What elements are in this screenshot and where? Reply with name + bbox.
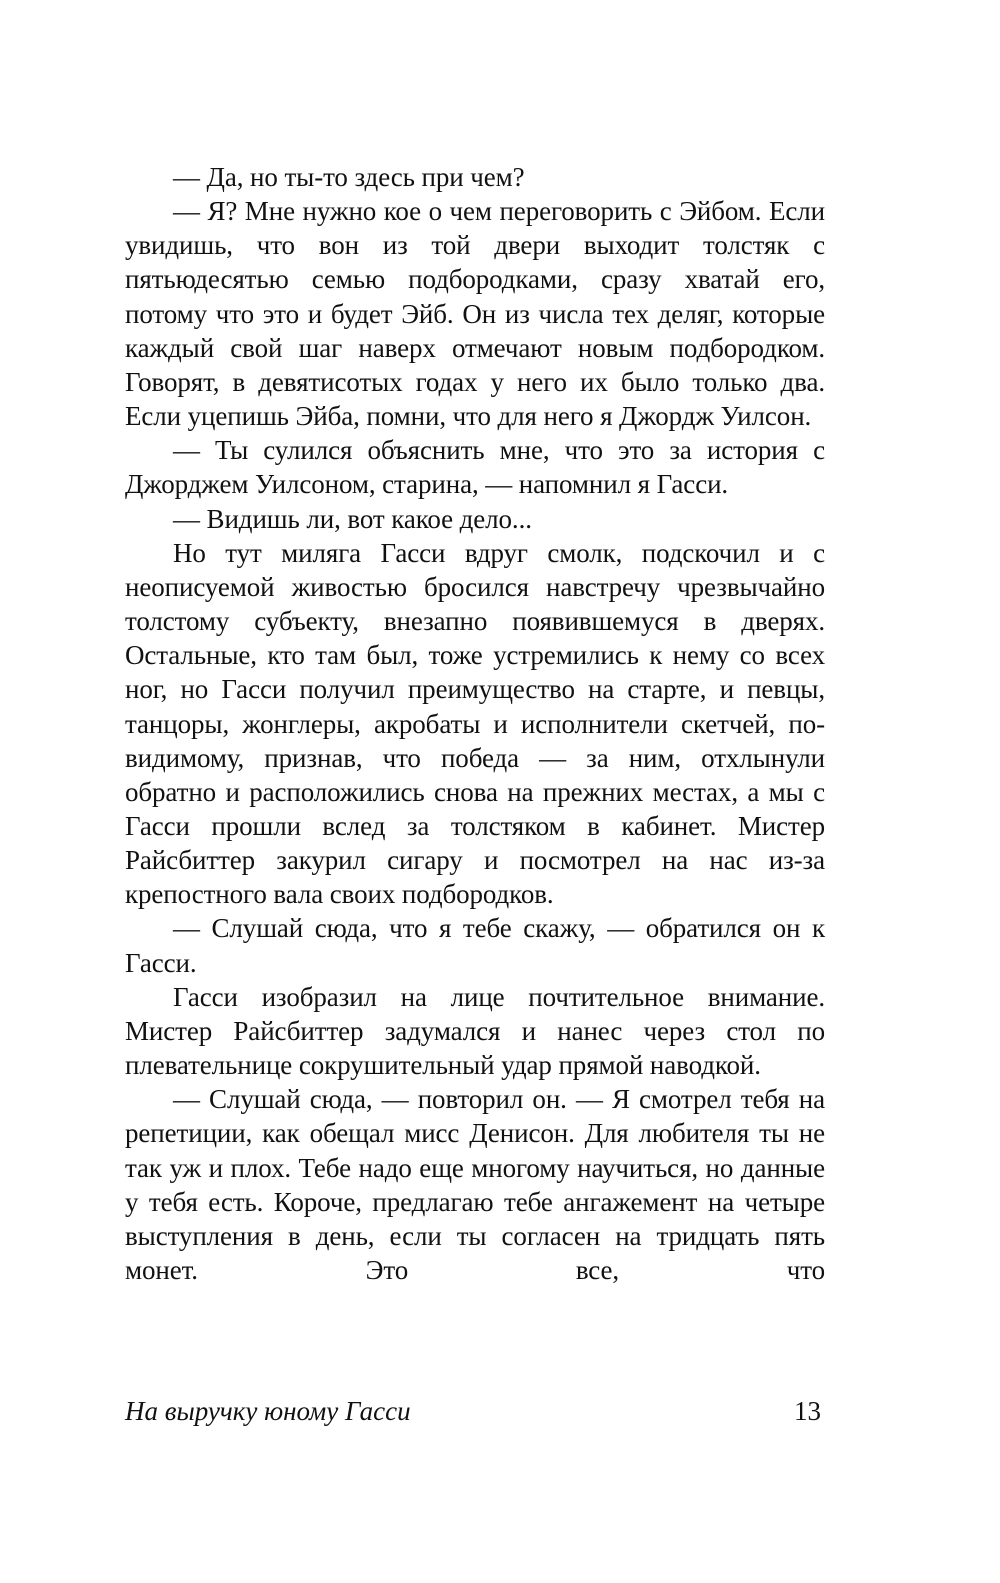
running-title: На выручку юному Гасси [125, 1396, 411, 1426]
paragraph-5: Но тут миляга Гасси вдруг смолк, подскочил и с неописуемой живостью бросился навстречу чрезвычайно толстому субъекту, внезапно появившемуся в дверях. Остальные, кто там был, тоже устремились к нему со всех ног, но Гасси получил преимущество на старте, и певцы, танцоры, жонглеры, акробаты и исполнители скетчей, по-видимому, признав, что победа — за ним, отхлынули обратно и расположились снова на прежних местах, а мы с Гасси прошли вслед за толстяком в кабинет. Мистер Райсбиттер закурил сигару и посмотрел на нас из-за крепостного вала своих подбородков. [125, 537, 825, 910]
page-body [125, 160, 825, 1287]
paragraph-2: — Я? Мне нужно кое о чем переговорить с Эйбом. Если увидишь, что вон из той двери выходит толстяк с пятьюдесятью семью подбородками, сразу хватай его, потому что это и будет Эйб. Он из числа тех деляг, которые каждый свой шаг наверх отмечают новым подбородком. Говорят, в девятисотых годах у него их было только два. Если уцепишь Эйба, помни, что для него я Джордж Уилсон. [125, 196, 825, 432]
page-footer [125, 1393, 825, 1429]
paragraph-6: — Слушай сюда, что я тебе скажу, — обратился он к Гасси. [125, 913, 825, 978]
page-number: 13 [794, 1396, 821, 1426]
paragraph-8: — Слушай сюда, — повторил он. — Я смотрел тебя на репетиции, как обещал мисс Денисон. Для любителя ты не так уж и плох. Тебе надо еще многому научиться, но данные у тебя есть. Короче, предлагаю тебе ангажемент на четыре выступления в день, если ты согласен на тридцать пять монет. Это все, что [125, 1084, 825, 1285]
paragraph-4: — Видишь ли, вот какое дело... [173, 503, 532, 534]
paragraph-3: — Ты сулился объяснить мне, что это за история с Джорджем Уилсоном, старина, — напомнил я Гасси. [125, 435, 825, 500]
paragraph-1: — Да, но ты-то здесь при чем? [173, 162, 525, 192]
paragraph-7: Гасси изобразил на лице почтительное внимание. Мистер Райсбиттер задумался и нанес через стол по плевательнице сокрушительный удар прямой наводкой. [125, 981, 825, 1081]
